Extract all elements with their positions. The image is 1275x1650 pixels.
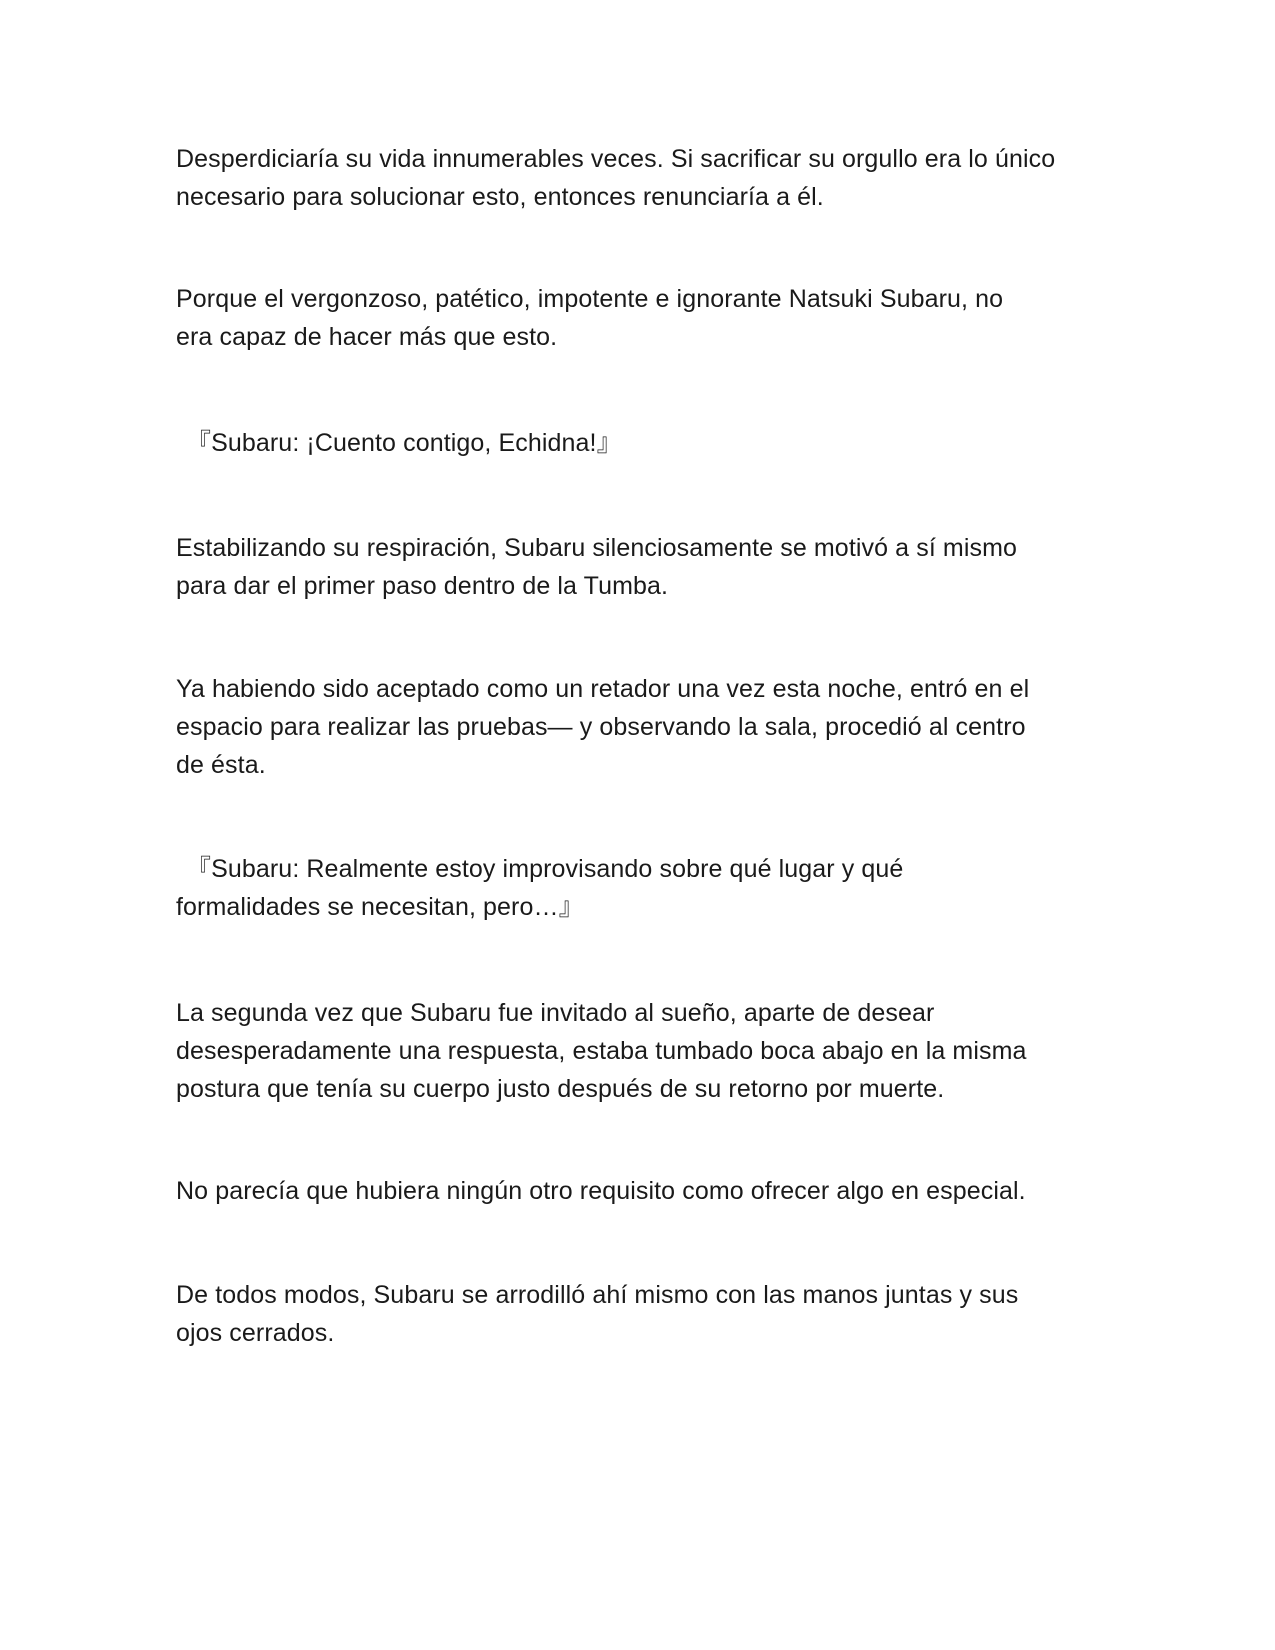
dialogue-line-2: 『Subaru: Realmente estoy improvisando sobre qué lugar y qué formalidades se necesitan, pero…』 [176, 855, 904, 921]
paragraph-5: La segunda vez que Subaru fue invitado al sueño, aparte de desear desesperadamente una respuesta, estaba tumbado boca abajo en la misma postura que tenía su cuerpo justo después de su retorno por muerte. [176, 999, 1027, 1103]
paragraph-7: De todos modos, Subaru se arrodilló ahí mismo con las manos juntas y sus ojos cerrados. [176, 1281, 1019, 1347]
paragraph-2: Porque el vergonzoso, patético, impotente e ignorante Natsuki Subaru, no era capaz de hacer más que esto. [176, 285, 1004, 351]
paragraph-1: Desperdiciaría su vida innumerables veces. Si sacrificar su orgullo era lo único necesario para solucionar esto, entonces renunciaría a él. [176, 145, 1056, 211]
dialogue-line-1: 『Subaru: ¡Cuento contigo, Echidna!』 [186, 429, 622, 457]
paragraph-4: Ya habiendo sido aceptado como un retador una vez esta noche, entró en el espacio para realizar las pruebas— y observando la sala, procedió al centro de ésta. [176, 675, 1030, 779]
paragraph-6: No parecía que hubiera ningún otro requisito como ofrecer algo en especial. [176, 1177, 1026, 1205]
paragraph-3: Estabilizando su respiración, Subaru silenciosamente se motivó a sí mismo para dar el primer paso dentro de la Tumba. [176, 534, 1018, 600]
